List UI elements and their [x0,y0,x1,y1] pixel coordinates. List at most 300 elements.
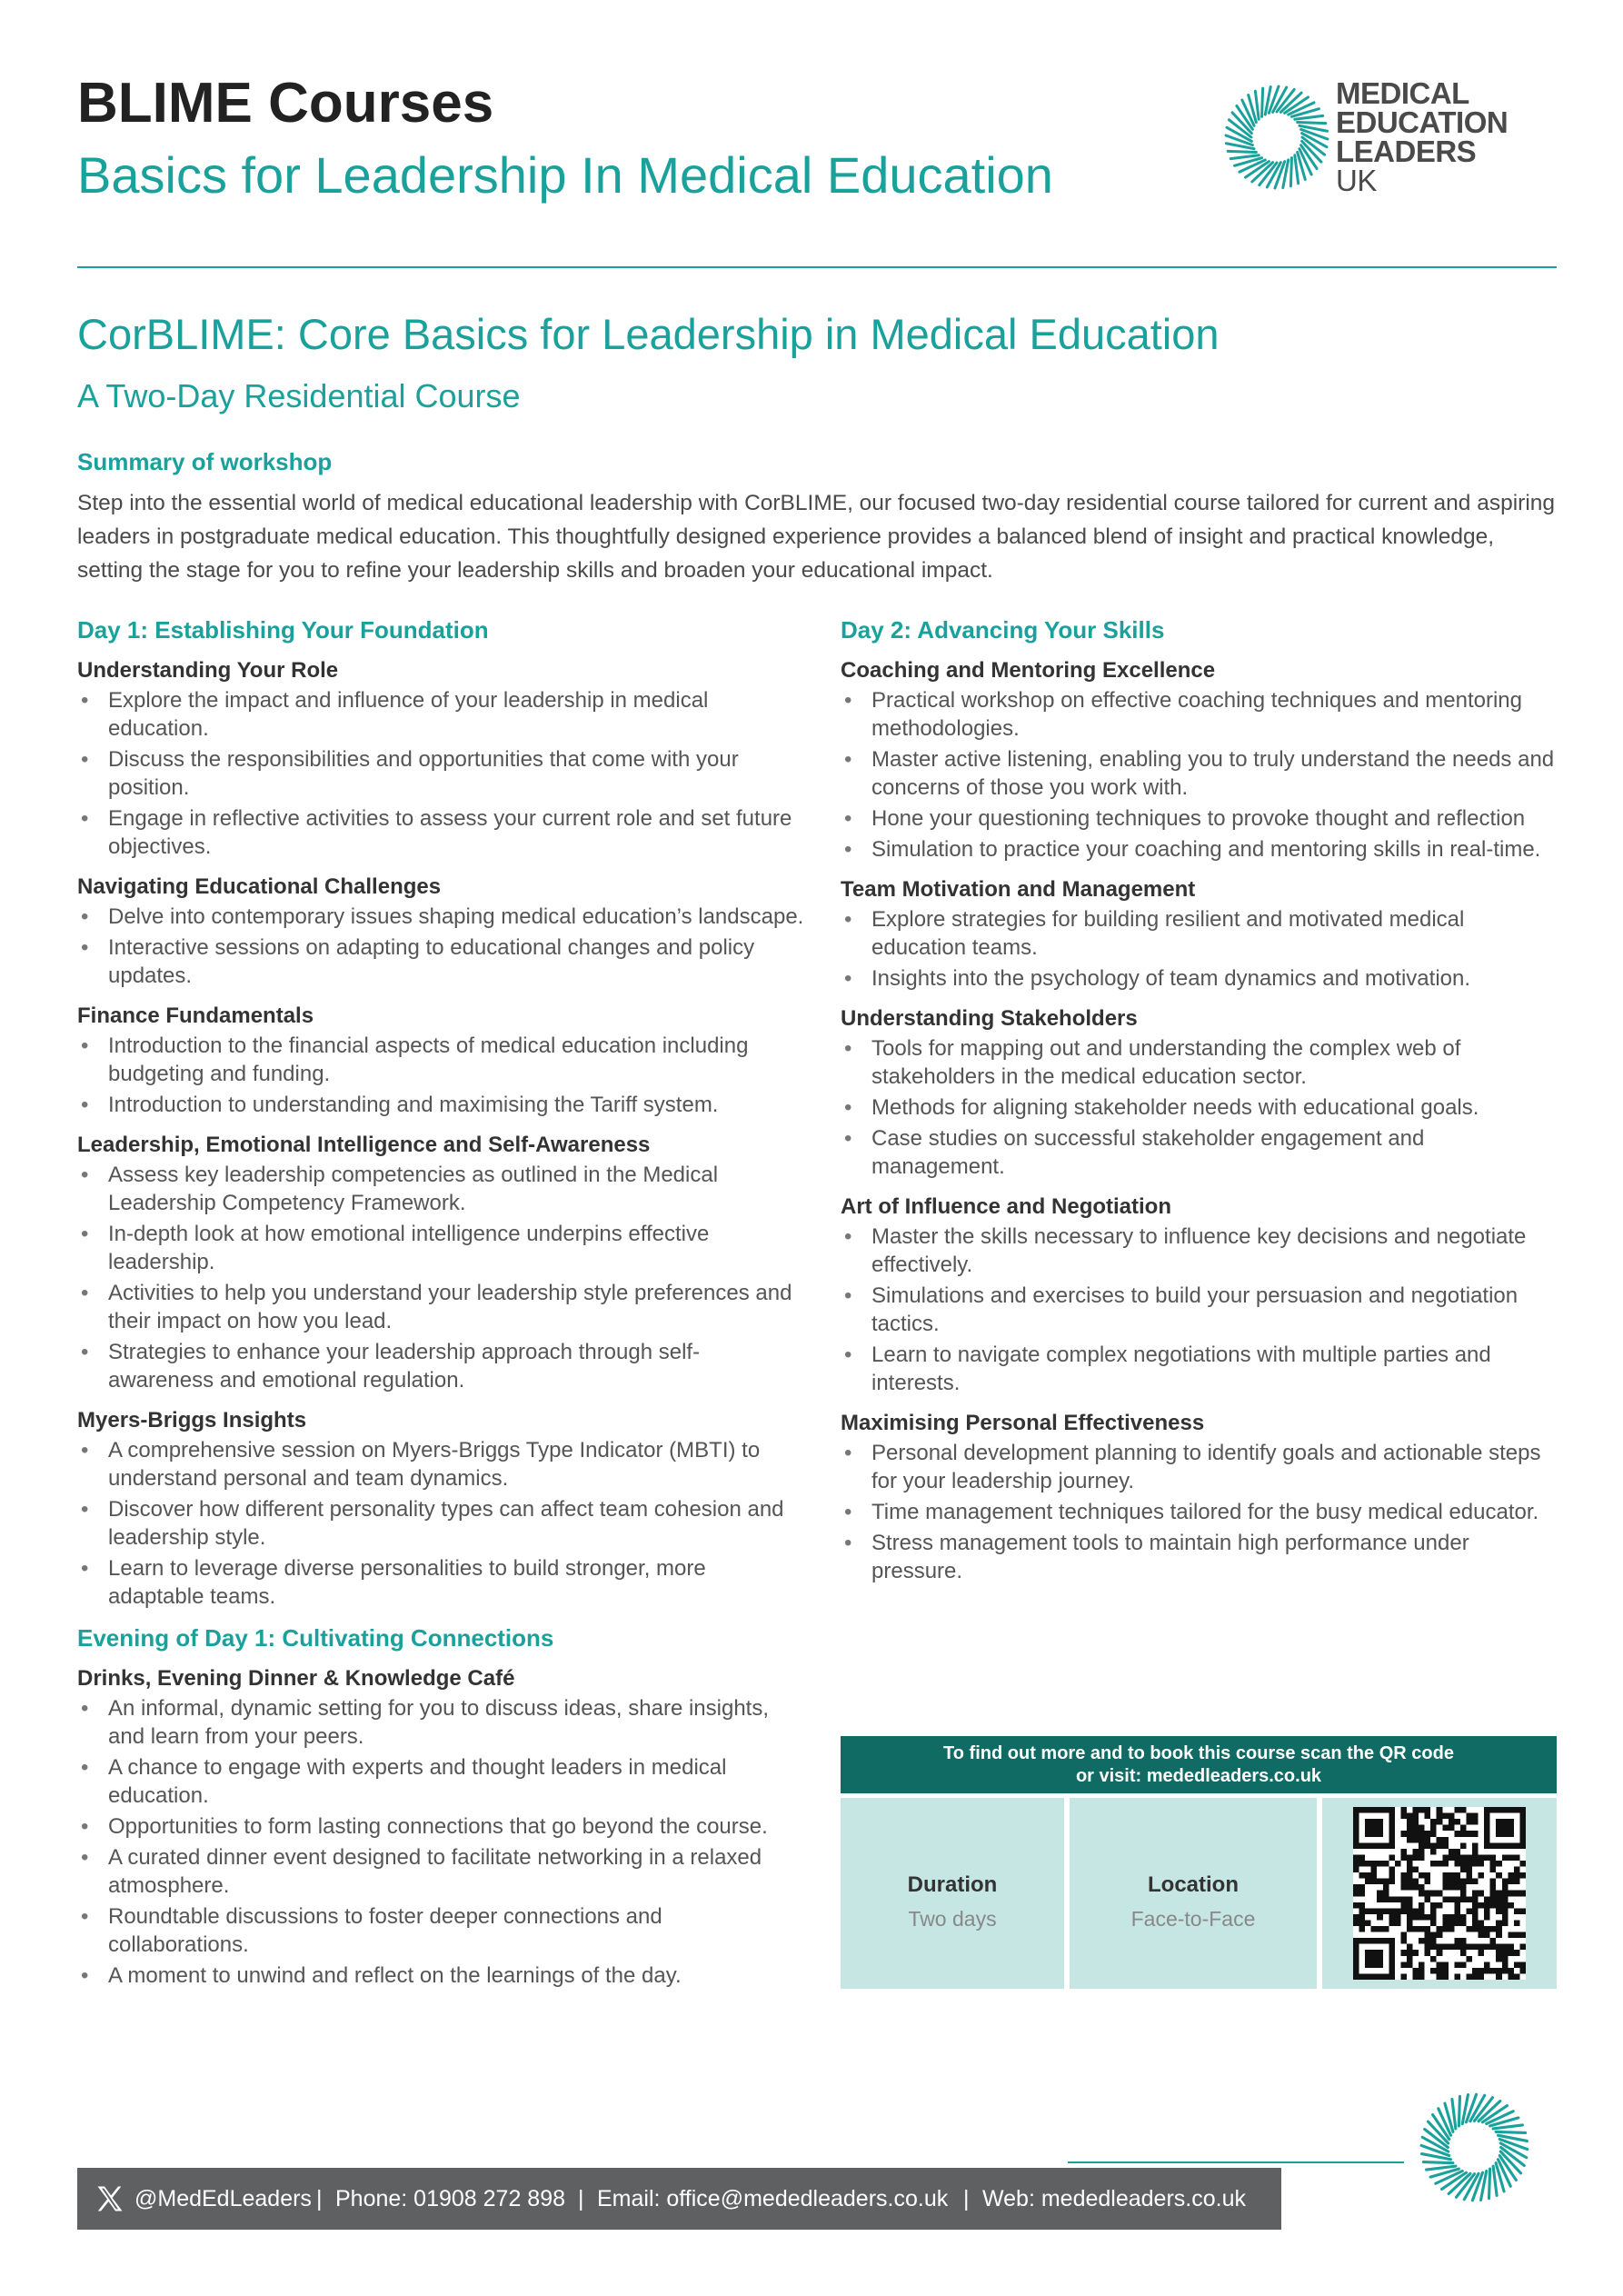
qr-module [1419,1962,1425,1968]
list-item [841,1341,1558,1397]
qr-module [1472,1973,1479,1980]
qr-module [1430,1819,1437,1825]
logo-ray [1262,88,1263,116]
qr-module [1425,1944,1431,1951]
qr-module [1472,1926,1479,1932]
bullet-icon: • [844,806,852,831]
qr-module [1460,1842,1467,1849]
qr-module [1425,1914,1431,1921]
qr-module [1514,1872,1520,1879]
bullet-icon: • [81,1904,89,1929]
qr-module [1437,1944,1443,1951]
footer-divider [1068,2161,1404,2163]
qr-module [1508,1950,1514,1956]
bullet-list [77,1161,804,1394]
qr-module [1479,1932,1485,1939]
qr-module [1502,1968,1508,1974]
qr-module [1400,1896,1407,1902]
list-item [841,1034,1558,1091]
qr-module [1413,1807,1419,1813]
list-item-text: In-depth look at how emotional intelligence underpins effective leadership. [108,1222,710,1274]
list-item [841,1093,1558,1122]
qr-module [1359,1891,1366,1897]
qr-module [1437,1842,1443,1849]
qr-module [1514,1932,1520,1939]
qr-module [1454,1973,1460,1980]
qr-module [1490,1896,1497,1902]
qr-module [1466,1867,1472,1873]
qr-module [1437,1950,1443,1956]
qr-module [1496,1950,1502,1956]
phone-number[interactable]: Phone: 01908 272 898 [335,2186,566,2211]
qr-module [1484,1926,1490,1932]
qr-module [1508,1932,1514,1939]
qr-module [1407,1825,1413,1832]
bullet-icon: • [81,1093,89,1117]
qr-module [1519,1932,1526,1939]
qr-module [1425,1807,1431,1813]
qr-module [1377,1879,1383,1885]
list-item-text: Stress management tools to maintain high performance under pressure. [871,1531,1469,1583]
qr-module [1359,1908,1366,1914]
day1-sections [77,655,804,1611]
qr-module [1371,1867,1378,1873]
qr-module [1519,1891,1526,1897]
qr-module [1419,1891,1425,1897]
qr-module [1430,1908,1437,1914]
qr-module [1484,1914,1490,1921]
qr-module [1460,1884,1467,1891]
qr-module [1442,1879,1449,1885]
list-item-text: A chance to engage with experts and thought leaders in medical education. [108,1755,727,1808]
qr-module [1437,1973,1443,1980]
logo-ray [1290,158,1291,186]
qr-module [1442,1884,1449,1891]
qr-module [1353,1854,1359,1861]
bullet-icon: • [81,747,89,772]
qr-module [1496,1861,1502,1867]
bullet-icon: • [844,1283,852,1308]
list-item [77,1495,804,1552]
left-column [77,614,804,2001]
website-link[interactable]: Web: mededleaders.co.uk [982,2186,1246,2211]
qr-module [1442,1914,1449,1921]
qr-module [1454,1938,1460,1944]
qr-module [1437,1813,1443,1820]
qr-code-icon[interactable] [1353,1807,1526,1980]
qr-module [1400,1973,1407,1980]
list-item [841,835,1558,863]
qr-module [1425,1950,1431,1956]
list-item-text: Roundtable discussions to foster deeper connections and collaborations. [108,1904,662,1957]
qr-module [1496,1968,1502,1974]
qr-module [1460,1854,1467,1861]
list-item-text: A comprehensive session on Myers-Briggs Type Indicator (MBTI) to understand personal and team dynamics. [108,1438,761,1491]
qr-module [1442,1854,1449,1861]
logo-ray [1295,155,1299,184]
qr-module [1490,1926,1497,1932]
qr-module [1419,1854,1425,1861]
qr-module [1389,1879,1395,1885]
qr-module [1479,1944,1485,1951]
qr-module [1508,1902,1514,1909]
qr-module [1472,1908,1479,1914]
qr-module [1496,1973,1502,1980]
qr-module [1479,1968,1485,1974]
qr-module [1508,1968,1514,1974]
list-item [77,804,804,861]
list-item-text: Case studies on successful stakeholder engagement and management. [871,1126,1425,1179]
qr-module [1437,1861,1443,1867]
qr-module [1437,1819,1443,1825]
section-heading: Maximising Personal Effectiveness [841,1411,1205,1435]
qr-module [1490,1902,1497,1909]
qr-module [1442,1872,1449,1879]
qr-module [1454,1861,1460,1867]
logo-ray [1295,115,1323,119]
qr-module [1430,1831,1437,1837]
qr-module [1508,1944,1514,1951]
section-heading: Understanding Your Role [77,658,339,683]
qr-module [1454,1819,1460,1825]
qr-module [1479,1920,1485,1926]
qr-module [1430,1825,1437,1832]
qr-module [1466,1896,1472,1902]
qr-module [1419,1825,1425,1832]
qr-module [1519,1872,1526,1879]
list-item-text: Introduction to understanding and maximising the Tariff system. [108,1093,719,1117]
bullet-icon: • [844,1036,852,1061]
qr-module [1437,1962,1443,1968]
qr-module [1508,1879,1514,1885]
list-item [77,1220,804,1276]
qr-module [1377,1908,1383,1914]
qr-module [1466,1813,1472,1820]
qr-module [1479,1854,1485,1861]
qr-module [1484,1896,1490,1902]
qr-module [1400,1813,1407,1820]
qr-module [1490,1879,1497,1885]
qr-module [1371,1872,1378,1879]
qr-module [1466,1956,1472,1962]
qr-module [1514,1854,1520,1861]
qr-module [1460,1825,1467,1832]
qr-module [1466,1973,1472,1980]
twitter-handle[interactable]: @MedEdLeaders [134,2186,312,2211]
footer-separator: | [316,2186,323,2211]
qr-module [1377,1896,1383,1902]
qr-module [1508,1891,1514,1897]
qr-module [1454,1854,1460,1861]
location-value: Face-to-Face [1130,1907,1256,1931]
qr-module [1383,1908,1389,1914]
qr-module [1407,1819,1413,1825]
qr-module [1454,1944,1460,1951]
qr-module [1496,1896,1502,1902]
qr-module [1437,1837,1443,1843]
qr-module [1419,1849,1425,1855]
list-item-text: Tools for mapping out and understanding the complex web of stakeholders in the medical education sector. [871,1036,1461,1089]
qr-module [1490,1944,1497,1951]
qr-module [1419,1938,1425,1944]
qr-module [1466,1908,1472,1914]
qr-module [1502,1884,1508,1891]
evening-sections [77,1663,804,1990]
x-twitter-icon[interactable] [94,2182,126,2215]
qr-module [1502,1908,1508,1914]
day2-sections [841,655,1558,1585]
qr-module [1502,1956,1508,1962]
qr-module [1407,1956,1413,1962]
qr-module [1496,1908,1502,1914]
qr-module [1359,1920,1366,1926]
section-heading: Navigating Educational Challenges [77,874,442,899]
bullet-icon: • [81,1755,89,1780]
booking-info-line: To find out more and to book this course scan the QR code [943,1743,1454,1763]
list-item-text: Practical workshop on effective coaching techniques and mentoring methodologies. [871,688,1522,741]
bullet-icon: • [844,688,852,713]
qr-module [1359,1884,1366,1891]
qr-module [1425,1896,1431,1902]
logo-ray [1228,151,1256,152]
list-item-text: Discuss the responsibilities and opportunities that come with your position. [108,747,739,800]
section-heading: Finance Fundamentals [77,1003,314,1028]
logo-line: EDUCATION [1336,105,1508,139]
bullet-icon: • [81,1163,89,1187]
qr-module [1413,1831,1419,1837]
list-item [77,1843,804,1900]
logo-ray [1230,155,1259,159]
bullet-icon: • [81,1033,89,1058]
bullet-list [841,1223,1558,1397]
qr-module [1407,1920,1413,1926]
booking-info-box [841,1736,1557,1989]
bullet-icon: • [81,806,89,831]
bullet-icon: • [844,837,852,862]
list-item-text: Methods for aligning stakeholder needs with educational goals. [871,1095,1479,1120]
qr-module [1437,1932,1443,1939]
list-item [841,964,1558,993]
qr-module [1407,1861,1413,1867]
qr-module [1502,1962,1508,1968]
qr-module [1389,1908,1395,1914]
qr-module [1442,1825,1449,1832]
qr-module [1508,1872,1514,1879]
qr-module [1425,1891,1431,1897]
qr-module [1407,1879,1413,1885]
bullet-list [841,1034,1558,1181]
qr-module [1479,1926,1485,1932]
page-title: BLIME Courses [77,72,494,135]
qr-module [1502,1896,1508,1902]
qr-module [1484,1854,1490,1861]
qr-module [1449,1944,1455,1951]
list-item [77,1694,804,1751]
qr-module [1430,1956,1437,1962]
logo-ray [1427,2166,1456,2170]
qr-module [1353,1884,1359,1891]
qr-module [1419,1968,1425,1974]
qr-module [1407,1831,1413,1837]
list-item-text: Explore the impact and influence of your leadership in medical education. [108,688,709,741]
qr-module [1407,1896,1413,1902]
qr-module [1425,1837,1431,1843]
bullet-icon: • [81,1222,89,1246]
section-heading: Myers-Briggs Insights [77,1408,307,1433]
qr-module [1425,1872,1431,1879]
list-item [841,1124,1558,1181]
qr-module [1419,1926,1425,1932]
qr-module [1519,1861,1526,1867]
qr-module [1442,1861,1449,1867]
summary-text: Step into the essential world of medical educational leadership with CorBLIME, our focused two-day residential course tailored for current and aspiring leaders in postgraduate medical education. This thoughtfully designed experience provides a balanced blend of insight and practical knowledge, setting the stage for you to refine your leadership skills and broaden your educational impact. [77,491,1556,583]
qr-module [1466,1872,1472,1879]
bullet-list [77,1436,804,1611]
qr-module [1514,1891,1520,1897]
qr-module [1437,1968,1443,1974]
day2-heading: Day 2: Advancing Your Skills [841,616,1165,644]
list-item [841,745,1558,802]
qr-module [1502,1950,1508,1956]
list-item [841,1439,1558,1495]
qr-module [1377,1914,1383,1921]
qr-module [1442,1968,1449,1974]
qr-module [1514,1867,1520,1873]
qr-module [1437,1902,1443,1909]
qr-module [1449,1879,1455,1885]
qr-module [1484,1968,1490,1974]
booking-info-link[interactable]: or visit: mededleaders.co.uk [1075,1766,1322,1786]
course-title: CorBLIME: Core Basics for Leadership in Medical Education [77,310,1220,358]
list-item [77,1279,804,1335]
qr-module [1496,1926,1502,1932]
qr-module [1466,1926,1472,1932]
list-item [77,1812,804,1841]
qr-module [1496,1932,1502,1939]
qr-module [1460,1861,1467,1867]
qr-module [1365,1861,1371,1867]
list-item-text: Interactive sessions on adapting to educational changes and policy updates. [108,935,755,988]
qr-module [1407,1872,1413,1879]
qr-module [1496,1920,1502,1926]
qr-module [1472,1920,1479,1926]
qr-module [1460,1831,1467,1837]
qr-module [1449,1825,1455,1832]
qr-module [1460,1896,1467,1902]
qr-module [1430,1920,1437,1926]
duration-label: Duration [907,1872,998,1897]
qr-module [1472,1842,1479,1849]
footer-contact-bar [77,2168,1281,2230]
bullet-icon: • [81,1340,89,1364]
list-item [841,1498,1558,1526]
qr-module [1400,1849,1407,1855]
list-item [77,1161,804,1217]
logo-line: UK [1336,164,1377,197]
bullet-icon: • [81,904,89,929]
qr-module [1454,1908,1460,1914]
qr-module [1490,1867,1497,1873]
list-item [77,1338,804,1394]
list-item [77,1091,804,1119]
list-item-text: Simulation to practice your coaching and mentoring skills in real-time. [871,837,1541,862]
qr-module [1472,1813,1479,1820]
list-item-text: An informal, dynamic setting for you to discuss ideas, share insights, and learn from your peers. [108,1696,770,1749]
qr-module [1442,1962,1449,1968]
email-address[interactable]: Email: office@mededleaders.co.uk [597,2186,949,2211]
bullet-icon: • [81,1281,89,1305]
logo-ray [1489,2169,1490,2198]
qr-module [1359,1926,1366,1932]
logo-ray [1493,2125,1522,2129]
qr-module [1389,1854,1395,1861]
qr-module [1371,1861,1378,1867]
booking-info-header [841,1736,1557,1793]
bullet-icon: • [81,1845,89,1870]
footer-logo-ring-icon [1418,2091,1531,2204]
qr-module [1442,1842,1449,1849]
duration-value: Two days [908,1907,997,1931]
qr-module [1502,1920,1508,1926]
qr-module [1389,1914,1395,1921]
list-item [77,1032,804,1088]
qr-module [1377,1891,1383,1897]
bullet-icon: • [844,1500,852,1524]
qr-module [1359,1861,1366,1867]
bullet-icon: • [81,688,89,713]
qr-module [1496,1872,1502,1879]
bullet-icon: • [81,935,89,960]
footer-separator: | [578,2186,584,2211]
qr-module [1449,1819,1455,1825]
bullet-icon: • [81,1556,89,1581]
qr-module [1395,1920,1401,1926]
qr-module [1496,1956,1502,1962]
list-item-text: Learn to navigate complex negotiations with multiple parties and interests. [871,1343,1491,1395]
bullet-list [77,1032,804,1119]
list-item-text: Strategies to enhance your leadership approach through self-awareness and emotional regulation. [108,1340,701,1393]
qr-module [1365,1920,1371,1926]
qr-module [1365,1872,1371,1879]
qr-module [1395,1908,1401,1914]
qr-module [1514,1950,1520,1956]
qr-code-cell[interactable] [1322,1798,1557,1989]
list-item [77,1753,804,1810]
bullet-list [77,903,804,990]
qr-module [1484,1932,1490,1939]
logo-ray [1452,2100,1456,2129]
qr-module [1389,1867,1395,1873]
qr-module [1413,1879,1419,1885]
list-item [77,933,804,990]
summary-heading: Summary of workshop [77,448,333,475]
qr-module [1400,1854,1407,1861]
qr-module [1413,1813,1419,1820]
qr-module [1430,1902,1437,1909]
qr-module [1479,1902,1485,1909]
qr-module [1419,1807,1425,1813]
qr-module [1430,1861,1437,1867]
qr-module [1400,1932,1407,1939]
qr-module [1502,1879,1508,1885]
qr-module [1508,1854,1514,1861]
qr-module [1425,1879,1431,1885]
qr-module [1460,1914,1467,1921]
bullet-icon: • [81,1497,89,1522]
qr-module [1353,1867,1359,1873]
medical-education-leaders-logo [1222,77,1558,209]
qr-module [1496,1902,1502,1909]
